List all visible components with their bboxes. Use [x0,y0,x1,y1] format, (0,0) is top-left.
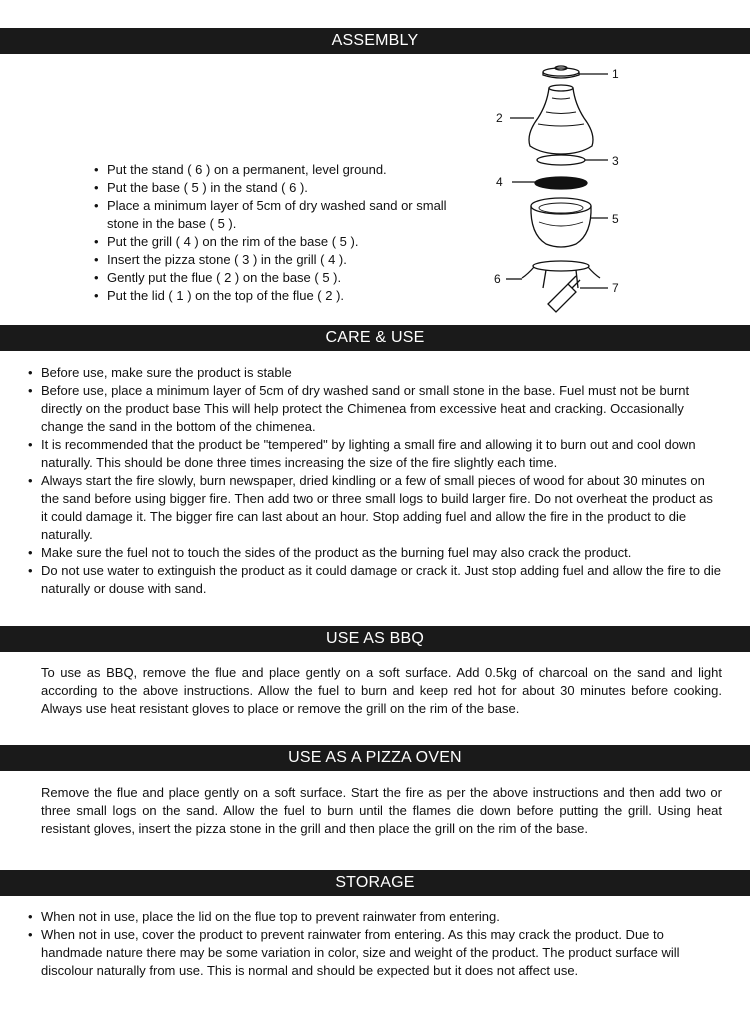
base-part [531,198,591,247]
assembly-header: ASSEMBLY [0,28,750,54]
bbq-header: USE AS BBQ [0,626,750,652]
care-item: • Before use, place a minimum layer of 5cm of dry washed sand or small stone in the base. Fuel must not be burnt directly on the product base This will help protect the Chimenea from excessive heat and cracking. Occasionally change the sand in the bottom of the chimenea. [26,382,722,436]
diagram-label-6: 6 [494,272,501,286]
stand-part [522,261,600,288]
grill-part [535,177,587,189]
diagram-label-1: 1 [612,67,619,81]
assembly-step: • Insert the pizza stone ( 3 ) in the grill ( 4 ). [92,251,472,269]
care-use-list [26,364,722,598]
diagram-label-5: 5 [612,212,619,226]
assembly-step: • Place a minimum layer of 5cm of dry washed sand or small stone in the base ( 5 ). [92,197,472,233]
care-use-header: CARE & USE [0,325,750,351]
care-item: • Always start the fire slowly, burn newspaper, dried kindling or a few of small pieces of wood for about 30 minutes on the sand before using bigger fire. Then add two or three small logs to build larger fire. Do not overheat the product as it could damage it. The bigger fire can last about an hour. Stop adding fuel and allow the fire in the product to die naturally. [26,472,722,544]
care-item: • Do not use water to extinguish the product as it could damage or crack it. Just stop adding fuel and allow the fire to die naturally or douse with sand. [26,562,722,598]
diagram-label-3: 3 [612,154,619,168]
diagram-label-4: 4 [496,175,503,189]
lid-part [543,66,579,78]
chimenea-exploded-diagram [486,60,636,322]
pizza-oven-text: Remove the flue and place gently on a soft surface. Start the fire as per the above instructions and then add two or three small logs on the sand. Allow the fuel to burn until the flames die down before putting the grill. Using heat resistant gloves, insert the pizza stone in the grill and then place the grill on the rim of the base. [41,785,722,836]
diagram-label-2: 2 [496,111,503,125]
pizza-stone-part [537,155,585,165]
tool-part [548,276,580,312]
assembly-step: • Put the stand ( 6 ) on a permanent, level ground. [92,161,472,179]
storage-item: • When not in use, cover the product to prevent rainwater from entering. As this may crack the product. Due to handmade nature there may be some variation in color, size and weight of the product. The product surface will discolour naturally from use. This is normal and should be expected but it does not affect use. [26,926,722,980]
care-item: • It is recommended that the product be "tempered" by lighting a small fire and allowing it to burn out and cool down naturally. This should be done three times increasing the size of the fire slightly each time. [26,436,722,472]
assembly-step: • Put the grill ( 4 ) on the rim of the base ( 5 ). [92,233,472,251]
assembly-step: • Gently put the flue ( 2 ) on the base ( 5 ). [92,269,472,287]
flue-part [529,85,593,154]
assembly-step: • Put the lid ( 1 ) on the top of the flue ( 2 ). [92,287,472,305]
care-item: • Make sure the fuel not to touch the sides of the product as the burning fuel may also crack the product. [26,544,722,562]
assembly-step: • Put the base ( 5 ) in the stand ( 6 ). [92,179,472,197]
care-item: • Before use, make sure the product is stable [26,364,722,382]
storage-header: STORAGE [0,870,750,896]
storage-list [26,908,722,980]
diagram-label-7: 7 [612,281,619,295]
assembly-steps [92,161,472,305]
bbq-text: To use as BBQ, remove the flue and place gently on a soft surface. Add 0.5kg of charcoal on the sand and light according to the above instructions. Allow the fuel to burn and keep red hot for about 30 minutes before cooking. Always use heat resistant gloves to place or remove the grill on the rim of the base. [41,665,722,716]
storage-item: • When not in use, place the lid on the flue top to prevent rainwater from entering. [26,908,722,926]
pizza-oven-header: USE AS A PIZZA OVEN [0,745,750,771]
